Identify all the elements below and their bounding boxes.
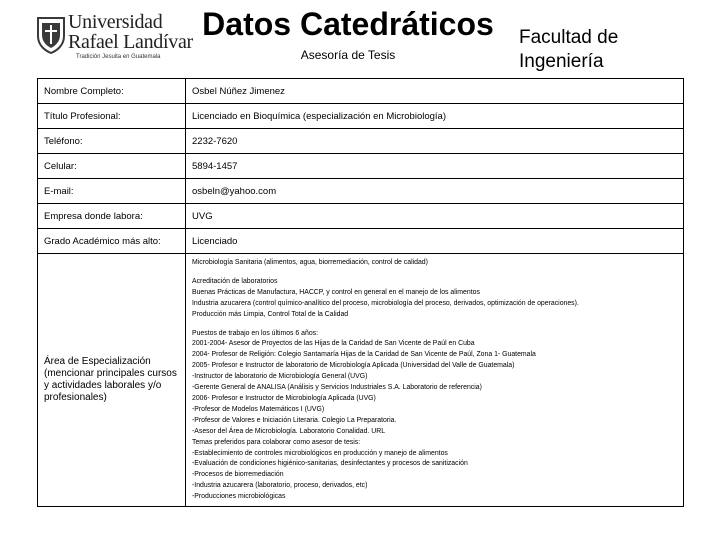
row-label: Empresa donde labora: — [38, 204, 186, 229]
page-subtitle: Asesoría de Tesis — [300, 48, 396, 62]
specialization-line: 2006- Profesor e Instructor de Microbiología Aplicada (UVG) — [192, 394, 376, 402]
table-row — [38, 79, 684, 104]
row-value: 5894-1457 — [186, 154, 684, 179]
row-value: 2232-7620 — [186, 129, 684, 154]
specialization-row — [38, 254, 684, 507]
specialization-block-areas — [192, 258, 677, 269]
university-name-line1: Universidad — [68, 11, 163, 33]
specialization-line: -Profesor de Valores e Iniciación Literaria. Colegio La Preparatoria. — [192, 416, 397, 424]
university-tagline: Tradición Jesuita en Guatemala — [76, 54, 161, 60]
specialization-line: Microbiología Sanitaria (alimentos, agua, biorremediación, control de calidad) — [192, 259, 428, 266]
specialization-line: Puestos de trabajo en los últimos 6 años: — [192, 329, 319, 337]
specialization-content — [186, 254, 684, 507]
specialization-line: Producción más Limpia, Control Total de la Calidad — [192, 310, 349, 318]
faculty-name-line2: Ingeniería — [519, 51, 604, 72]
table-row — [38, 154, 684, 179]
row-label: E-mail: — [38, 179, 186, 204]
crest-icon — [36, 14, 66, 54]
specialization-block-jobs — [192, 329, 677, 504]
specialization-line: 2001-2004- Asesor de Proyectos de las Hijas de la Caridad de San Vicente de Paúl en Cuba — [192, 340, 475, 348]
specialization-line: -Instructor de laboratorio de Microbiología General (UVG) — [192, 373, 368, 381]
table-row — [38, 179, 684, 204]
specialization-line: Buenas Prácticas de Manufactura, HACCP, y control en general en el manejo de los alimentos — [192, 288, 480, 296]
specialization-line: -Profesor de Modelos Matemáticos I (UVG) — [192, 405, 325, 413]
specialization-line: Industria azucarera (control químico-analítico del proceso, microbiología del proceso, derivados, optimización de operaciones). — [192, 299, 579, 307]
row-label: Celular: — [38, 154, 186, 179]
row-label: Nombre Completo: — [38, 79, 186, 104]
page-title: Datos Catedráticos — [202, 6, 494, 42]
specialization-line: 2004- Profesor de Religión: Colegio Santamaría Hijas de la Caridad de San Vicente de Paúl, Zona 1- Guatemala — [192, 351, 536, 359]
table-row — [38, 204, 684, 229]
row-value: UVG — [186, 204, 684, 229]
row-value: Osbel Núñez Jimenez — [186, 79, 684, 104]
table-row — [38, 104, 684, 129]
specialization-line: -Establecimiento de controles microbiológicos en producción y manejo de alimentos — [192, 449, 448, 457]
specialization-line: -Industria azucarera (laboratorio, proceso, derivados, etc) — [192, 482, 368, 490]
teacher-info-table — [37, 78, 684, 507]
university-logo — [36, 10, 193, 68]
specialization-line: -Gerente General de ANALISA (Análisis y Servicios Industriales S.A. Laboratorio de referencia) — [192, 384, 482, 392]
specialization-line: Acreditación de laboratorios — [192, 277, 278, 285]
specialization-line: -Producciones microbiológicas — [192, 493, 286, 501]
faculty-name-line1: Facultad de — [519, 27, 619, 48]
row-label: Teléfono: — [38, 129, 186, 154]
specialization-line: -Evaluación de condiciones higiénico-sanitarias, desinfectantes y procesos de sanitización — [192, 460, 468, 468]
table-row — [38, 129, 684, 154]
row-value: Licenciado en Bioquímica (especialización en Microbiología) — [186, 104, 684, 129]
university-name-line2: Rafael Landívar — [68, 31, 193, 53]
table-row — [38, 229, 684, 254]
specialization-line: 2005- Profesor e Instructor de laboratorio de Microbiología Aplicada (Universidad del Valle de Guatemala) — [192, 362, 515, 370]
faculty-name — [519, 26, 618, 74]
row-value: Licenciado — [186, 229, 684, 254]
specialization-line: Temas preferidos para colaborar como asesor de tesis: — [192, 438, 361, 446]
specialization-line: -Procesos de biorremediación — [192, 471, 284, 479]
row-label: Grado Académico más alto: — [38, 229, 186, 254]
specialization-block-experience — [192, 277, 677, 321]
specialization-label: Área de Especialización (mencionar principales cursos y actividades laborales y/o profesionales) — [38, 254, 186, 507]
row-value-email: osbeln@yahoo.com — [186, 179, 684, 204]
specialization-line: -Asesor del Área de Microbiología. Laboratorio Conalidad. URL — [192, 427, 386, 435]
row-label: Título Profesional: — [38, 104, 186, 129]
